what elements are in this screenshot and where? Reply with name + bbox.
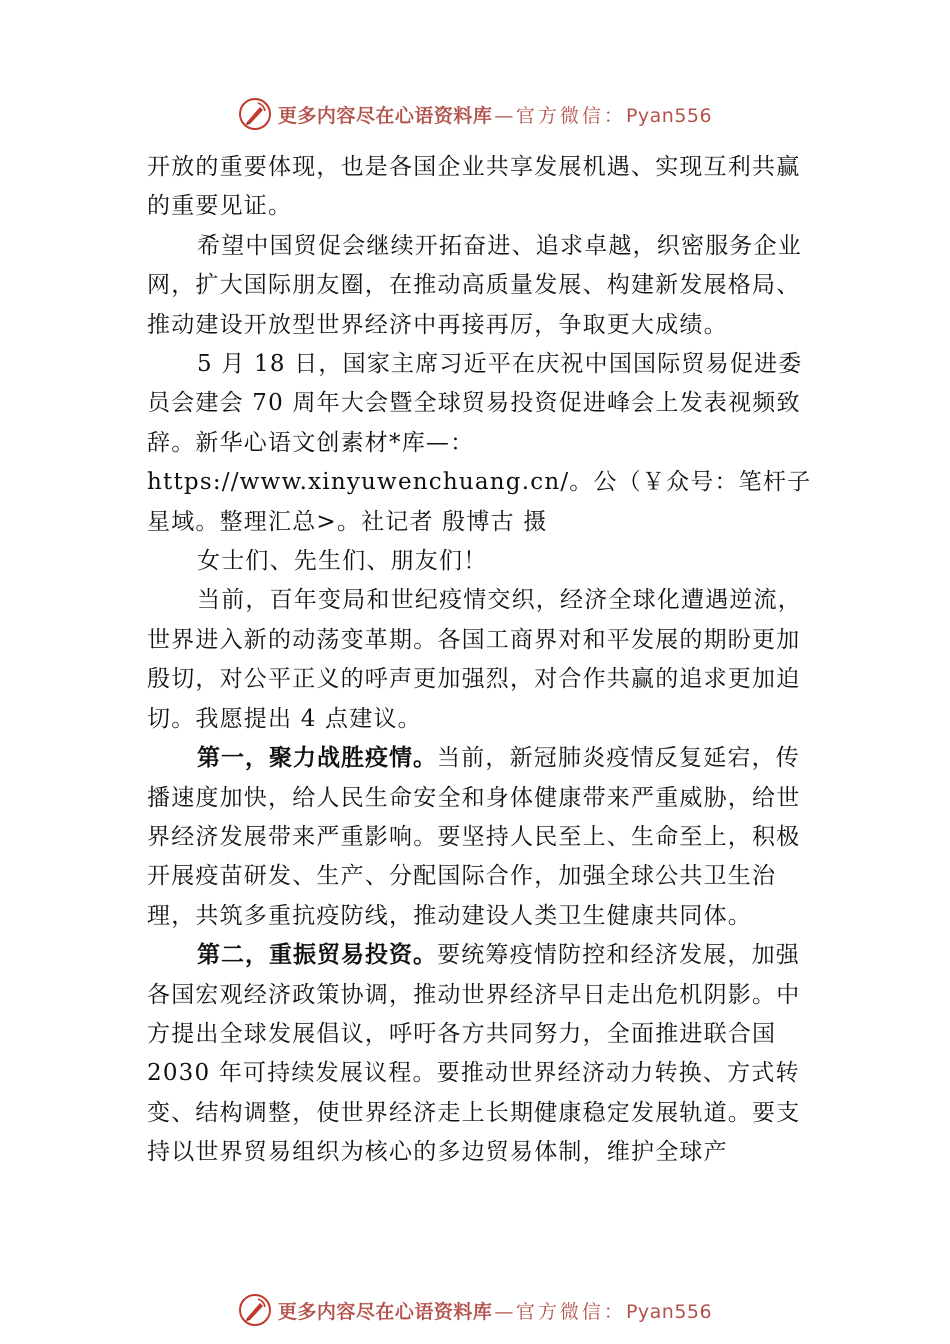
paragraph	[147, 739, 815, 936]
paragraph	[147, 542, 815, 581]
paragraph-text: 要统筹疫情防控和经济发展，加强各国宏观经济政策协调，推动世界经济早日走出危机阴影。中方提出全球发展倡议，呼吁各方共同努力，全面推进联合国 2030 年可持续发展议程。要推动世界经济动力转换、方式转变、结构调整，使世界经济走上长期健康稳定发展轨道。要支持以世界贸易组织为核心的多边贸易体制，维护全球产	[147, 942, 801, 1166]
paragraph-text: 当前，新冠肺炎疫情反复延宕，传播速度加快，给人民生命安全和身体健康带来严重威胁，给世界经济发展带来严重影响。要坚持人民至上、生命至上，积极开展疫苗研发、生产、分配国际合作，加强全球公共卫生治理，共筑多重抗疫防线，推动建设人类卫生健康共同体。	[147, 745, 801, 929]
banner-wechat-label: 官方微信：	[515, 1300, 626, 1323]
paragraph-text: 开放的重要体现，也是各国企业共享发展机遇、实现互利共赢的重要见证。	[147, 154, 801, 220]
banner-separator: —	[494, 1300, 514, 1323]
paragraph-text: 女士们、先生们、朋友们！	[197, 548, 488, 575]
paragraph-text: 5 月 18 日，国家主席习近平在庆祝中国国际贸易促进委员会建会 70 周年大会暨全球贸易投资促进峰会上发表视频致辞。新华心语文创素材*库—：https://www.xinyuwenchuang.cn/。公（￥众号：笔杆子星域。整理汇总>。社记者 殷博古 摄	[147, 351, 812, 535]
banner-wechat-id: Pyan556	[625, 104, 713, 127]
paragraph	[147, 345, 815, 542]
banner-wechat-label: 官方微信：	[515, 104, 626, 127]
paragraph-heading: 第二，重振贸易投资。	[197, 942, 437, 969]
banner-title: 更多内容尽在心语资料库	[277, 1300, 493, 1323]
paragraph-text: 希望中国贸促会继续开拓奋进、追求卓越，织密服务企业网，扩大国际朋友圈，在推动高质量发展、构建新发展格局、推动建设开放型世界经济中再接再厉，争取更大成绩。	[147, 232, 802, 338]
banner-title: 更多内容尽在心语资料库	[277, 104, 493, 127]
banner-wechat-id: Pyan556	[625, 1300, 713, 1323]
paragraph	[147, 936, 815, 1172]
paragraph-text: 当前，百年变局和世纪疫情交织，经济全球化遭遇逆流，世界进入新的动荡变革期。各国工商界对和平发展的期盼更加殷切，对公平正义的呼声更加强烈，对合作共赢的追求更加迫切。我愿提出 4 点建议。	[147, 587, 802, 732]
pen-circle-logo-icon	[238, 97, 272, 131]
paragraph	[147, 227, 815, 345]
paragraph	[147, 148, 815, 227]
pen-circle-logo-icon	[238, 1293, 272, 1327]
paragraph	[147, 581, 815, 739]
document-body	[147, 148, 815, 1173]
paragraph-heading: 第一，聚力战胜疫情。	[197, 745, 437, 772]
footer-banner	[0, 1290, 950, 1330]
banner-separator: —	[494, 104, 514, 127]
header-banner	[0, 94, 950, 134]
